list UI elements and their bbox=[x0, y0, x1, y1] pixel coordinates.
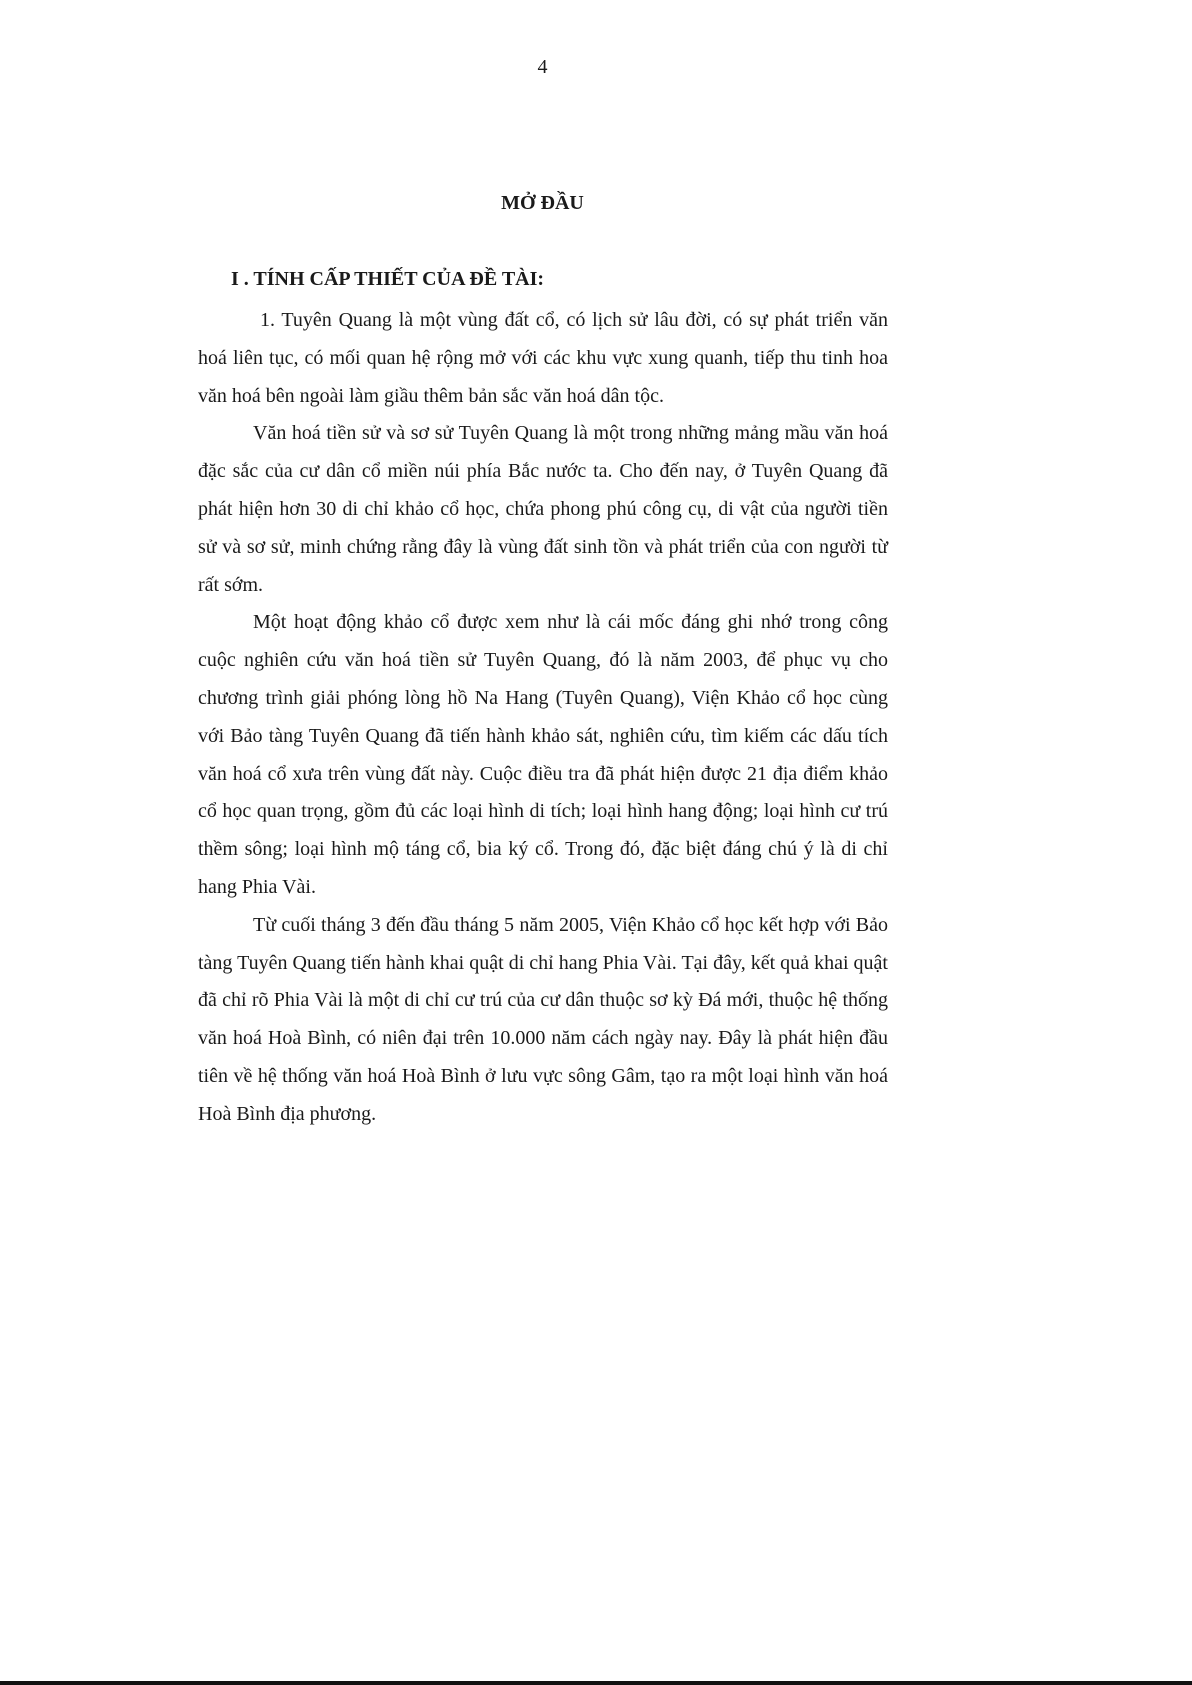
paragraph-2: Văn hoá tiền sử và sơ sử Tuyên Quang là một trong những mảng mầu văn hoá đặc sắc của cư dân cổ miền núi phía Bắc nước ta. Cho đến nay, ở Tuyên Quang đã phát hiện hơn 30 di chỉ khảo cổ học, chứa phong phú công cụ, di vật của người tiền sử và sơ sử, minh chứng rằng đây là vùng đất sinh tồn và phát triển của con người từ rất sớm. bbox=[198, 422, 888, 596]
page-number: 4 bbox=[537, 56, 548, 78]
page-bottom-rule bbox=[0, 1681, 1192, 1685]
section-heading: I . TÍNH CẤP THIẾT CỦA ĐỀ TÀI: bbox=[231, 268, 545, 290]
chapter-title: MỞ ĐẦU bbox=[501, 192, 584, 214]
paragraph-4: Từ cuối tháng 3 đến đầu tháng 5 năm 2005, Viện Khảo cổ học kết hợp với Bảo tàng Tuyên Quang tiến hành khai quật di chỉ hang Phia Vài. Tại đây, kết quả khai quật đã chỉ rõ Phia Vài là một di chỉ cư trú của cư dân thuộc sơ kỳ Đá mới, thuộc hệ thống văn hoá Hoà Bình, có niên đại trên 10.000 năm cách ngày nay. Đây là phát hiện đầu tiên về hệ thống văn hoá Hoà Bình ở lưu vực sông Gâm, tạo ra một loại hình văn hoá Hoà Bình địa phương. bbox=[198, 913, 888, 1125]
body-text bbox=[198, 302, 888, 1134]
paragraph-1: 1. Tuyên Quang là một vùng đất cổ, có lịch sử lâu đời, có sự phát triển văn hoá liên tục, có mối quan hệ rộng mở với các khu vực xung quanh, tiếp thu tinh hoa văn hoá bên ngoài làm giầu thêm bản sắc văn hoá dân tộc. bbox=[198, 309, 888, 407]
paragraph-3: Một hoạt động khảo cổ được xem như là cái mốc đáng ghi nhớ trong công cuộc nghiên cứu văn hoá tiền sử Tuyên Quang, đó là năm 2003, để phục vụ cho chương trình giải phóng lòng hồ Na Hang (Tuyên Quang), Viện Khảo cổ học cùng với Bảo tàng Tuyên Quang đã tiến hành khảo sát, nghiên cứu, tìm kiếm các dấu tích văn hoá cổ xưa trên vùng đất này. Cuộc điều tra đã phát hiện được 21 địa điểm khảo cổ học quan trọng, gồm đủ các loại hình di tích; loại hình hang động; loại hình cư trú thềm sông; loại hình mộ táng cổ, bia ký cổ. Trong đó, đặc biệt đáng chú ý là di chỉ hang Phia Vài. bbox=[198, 611, 888, 898]
